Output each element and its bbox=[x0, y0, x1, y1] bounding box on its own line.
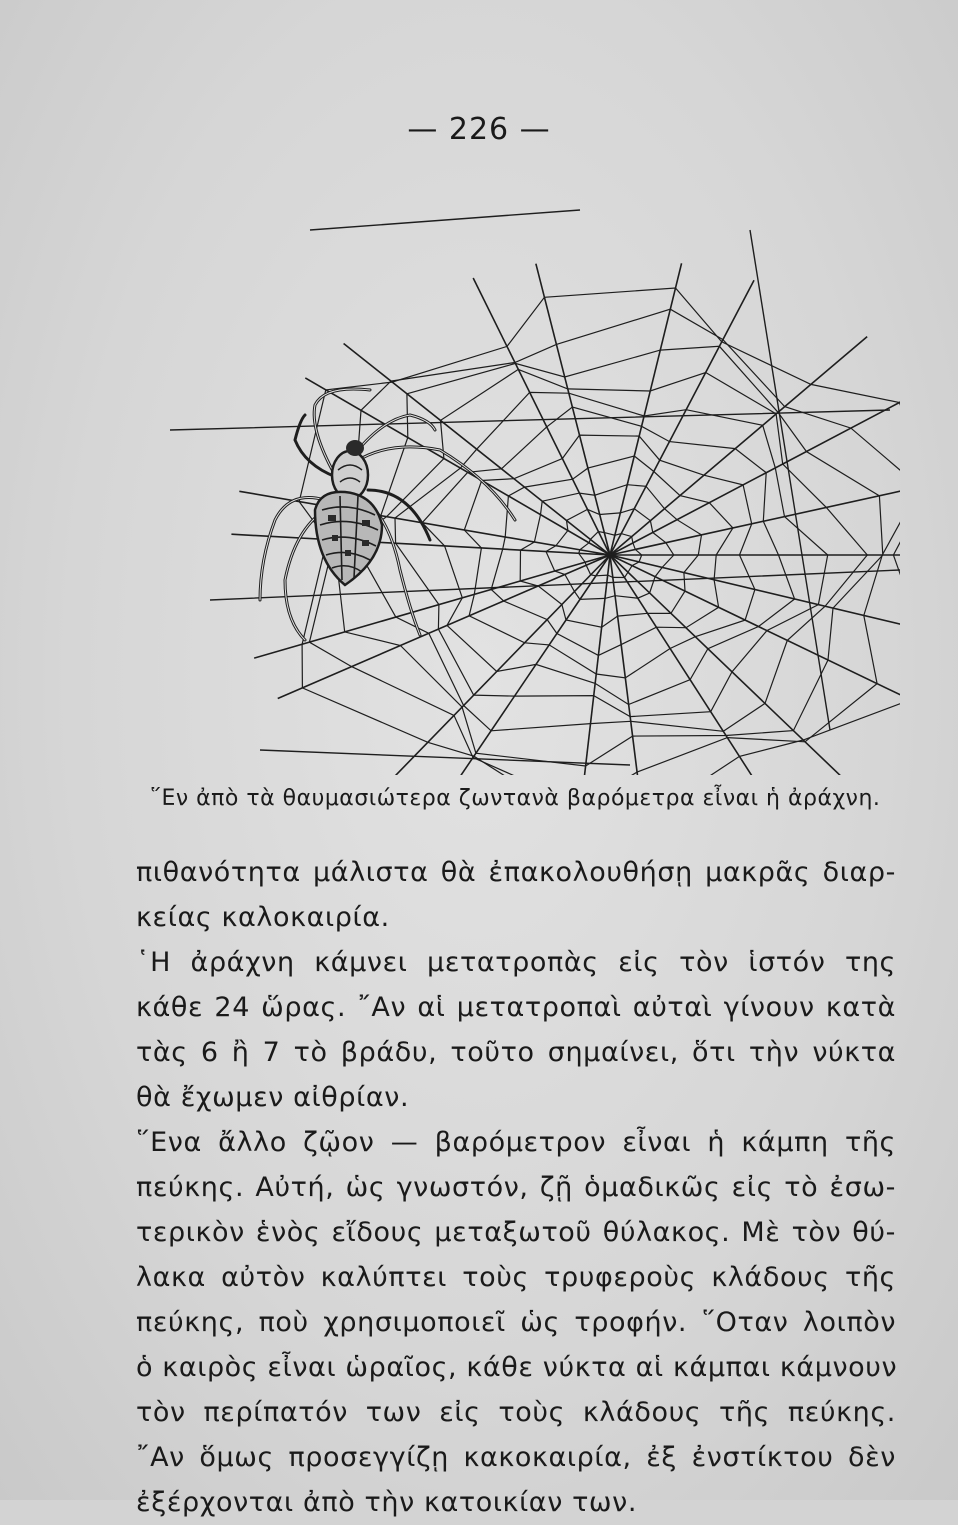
text-line: ῾Η ἀράχνη κάμνει μετατροπὰς εἰς τὸν ἱστόν της bbox=[136, 947, 896, 978]
text-line: τερικὸν ἑνὸς εἴδους μεταξωτοῦ θύλακος. Μὲ τὸν θύ- bbox=[136, 1217, 896, 1248]
text-line: ἐξέρχονται ἀπὸ τὴν κατοικίαν των. bbox=[136, 1487, 638, 1518]
spider-web-illustration-icon bbox=[110, 190, 900, 780]
text-line: θὰ ἔχωμεν αἰθρίαν. bbox=[136, 1082, 410, 1113]
text-line: λακα αὐτὸν καλύπτει τοὺς τρυφεροὺς κλάδους τῆς bbox=[136, 1262, 896, 1293]
text-line: πεύκης. Αὐτή, ὡς γνωστόν, ζῇ ὁμαδικῶς εἰς τὸ ἐσω- bbox=[136, 1172, 896, 1203]
text-line: ῞Ενα ἄλλο ζῷον — βαρόμετρον εἶναι ἡ κάμπη τῆς bbox=[136, 1127, 896, 1158]
text-line: κάθε 24 ὥρας. ῎Αν αἱ μετατροπαὶ αὐταὶ γίνουν κατὰ bbox=[136, 992, 896, 1023]
figure-caption: ῞Εν ἀπὸ τὰ θαυμασιώτερα ζωντανὰ βαρόμετρα εἶναι ἡ ἀράχνη. bbox=[150, 786, 881, 811]
text-line: ὁ καιρὸς εἶναι ὡραῖος, κάθε νύκτα αἱ κάμπαι κάμνουν bbox=[136, 1352, 898, 1383]
text-line: κείας καλοκαιρία. bbox=[136, 902, 390, 933]
text-line: τὰς 6 ἢ 7 τὸ βράδυ, τοῦτο σημαίνει, ὅτι τὴν νύκτα bbox=[136, 1037, 896, 1068]
text-line: πιθανότητα μάλιστα θὰ ἐπακολουθήσῃ μακρᾶς διαρ- bbox=[136, 857, 896, 888]
text-line: ῎Αν ὅμως προσεγγίζῃ κακοκαιρία, ἐξ ἐνστίκτου δὲν bbox=[136, 1442, 896, 1473]
page-number: — 226 — bbox=[407, 112, 551, 147]
spider-web-figure bbox=[110, 190, 900, 780]
body-paragraphs bbox=[136, 850, 896, 1525]
text-line: τὸν περίπατόν των εἰς τοὺς κλάδους τῆς πεύκης. bbox=[136, 1397, 896, 1428]
text-line: πεύκης, ποὺ χρησιμοποιεῖ ὡς τροφήν. ῞Οταν λοιπὸν bbox=[136, 1307, 896, 1338]
